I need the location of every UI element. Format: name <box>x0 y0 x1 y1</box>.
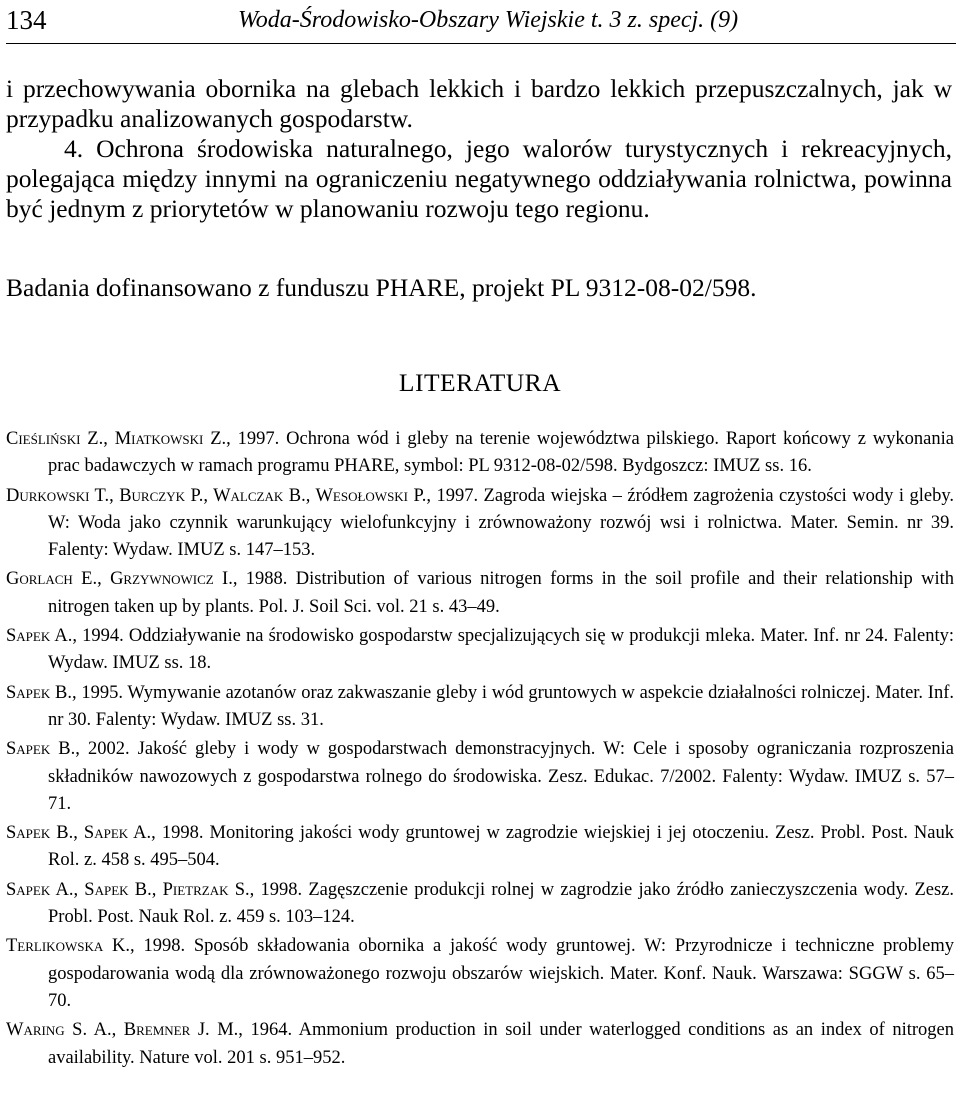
reference-authors: Sapek B., Sapek A. <box>6 823 152 844</box>
reference-item <box>6 877 954 932</box>
reference-item <box>6 483 954 565</box>
reference-authors: Durkowski T., Burczyk P., Walczak B., Wesołowski P. <box>6 485 427 506</box>
reference-authors: Sapek A., Sapek B., Pietrzak S. <box>6 879 250 900</box>
reference-details: , 2002. Jakość gleby i wody w gospodarstwach demonstracyjnych. W: Cele i sposoby ograniczania rozproszenia składników nawozowych z gospodarstwa rolnego do środowiska. Zesz. Edukac. 7/2002. Falenty: Wydaw. IMUZ s. 57–71. <box>48 739 955 814</box>
reference-authors: Sapek A. <box>6 626 73 647</box>
reference-item <box>6 623 954 678</box>
reference-details: , 1988. Distribution of various nitrogen forms in the soil profile and their relationship with nitrogen taken up by plants. Pol. J. Soil Sci. vol. 21 s. 43–49. <box>48 569 955 617</box>
header-rule <box>6 43 956 44</box>
reference-item <box>6 736 954 818</box>
reference-authors: Sapek B. <box>6 739 76 760</box>
reference-list <box>6 426 954 1074</box>
reference-item <box>6 426 954 481</box>
reference-authors: Waring S. A., Bremner J. M. <box>6 1020 239 1041</box>
reference-item <box>6 933 954 1015</box>
reference-details: , 1998. Monitoring jakości wody gruntowej w zagrodzie wiejskiej i jej otoczeniu. Zesz. Probl. Post. Nauk Rol. z. 458 s. 495–504. <box>48 823 954 871</box>
reference-item <box>6 680 954 735</box>
page-number: 134 <box>6 5 47 35</box>
reference-details: , 1998. Zagęszczenie produkcji rolnej w zagrodzie jako źródło zanieczyszczenia wody. Zesz. Probl. Post. Nauk Rol. z. 459 s. 103–124. <box>48 879 954 928</box>
reference-item <box>6 566 954 621</box>
reference-details: , 1964. Ammonium production in soil under waterlogged conditions as an index of nitrogen availability. Nature vol. 201 s. 951–952. <box>48 1020 954 1068</box>
reference-authors: Terlikowska K. <box>6 936 131 957</box>
reference-authors: Sapek B. <box>6 682 72 703</box>
reference-details: , 1997. Ochrona wód i gleby na terenie województwa pilskiego. Raport końcowy z wykonania prac badawczych w ramach programu PHARE, symbol: PL 9312-08-02/598. Bydgoszcz: IMUZ ss. 16. <box>48 429 954 477</box>
paragraph-conclusion-4: 4. Ochrona środowiska naturalnego, jego walorów turystycznych i rekreacyjnych, polegająca między innymi na ograniczeniu negatywnego oddziaływania rolnictwa, powinna być jednym z priorytetów w planowaniu rozwoju tego regionu. <box>6 134 952 223</box>
literature-heading: LITERATURA <box>398 368 562 397</box>
reference-authors: Cieśliński Z., Miatkowski Z. <box>6 429 227 449</box>
page-header <box>0 0 960 46</box>
reference-details: , 1998. Sposób składowania obornika a jakość wody gruntowej. W: Przyrodnicze i techniczne problemy gospodarowania wodą dla zrównoważonego rozwoju obszarów wiejskich. Mater. Konf. Nauk. Warszawa: SGGW s. 65–70. <box>48 936 954 1011</box>
funding-note: Badania dofinansowano z funduszu PHARE, projekt PL 9312-08-02/598. <box>6 273 757 302</box>
reference-details: , 1995. Wymywanie azotanów oraz zakwaszanie gleby i wód gruntowych w aspekcie działalności rolniczej. Mater. Inf. nr 30. Falenty: Wydaw. IMUZ ss. 31. <box>48 682 955 730</box>
reference-item <box>6 820 954 875</box>
reference-item <box>6 1017 954 1072</box>
paragraph-continuation: i przechowywania obornika na glebach lekkich i bardzo lekkich przepuszczalnych, jak w przypadku analizowanych gospodarstw. <box>6 74 952 133</box>
running-title: Woda-Środowisko-Obszary Wiejskie t. 3 z. specj. (9) <box>238 7 739 33</box>
reference-details: , 1997. Zagroda wiejska – źródłem zagrożenia czystości wody i gleby. W: Woda jako czynnik warunkujący wielofunkcyjny i zrównoważony rozwój wsi i rolnictwa. Mater. Semin. nr 39. Falenty: Wydaw. IMUZ s. 147–153. <box>48 485 955 561</box>
reference-authors: Gorlach E., Grzywnowicz I. <box>6 569 233 590</box>
body-text <box>6 74 952 224</box>
reference-details: , 1994. Oddziaływanie na środowisko gospodarstw specjalizujących się w produkcji mleka. Mater. Inf. nr 24. Falenty: Wydaw. IMUZ ss. 18. <box>48 626 954 674</box>
